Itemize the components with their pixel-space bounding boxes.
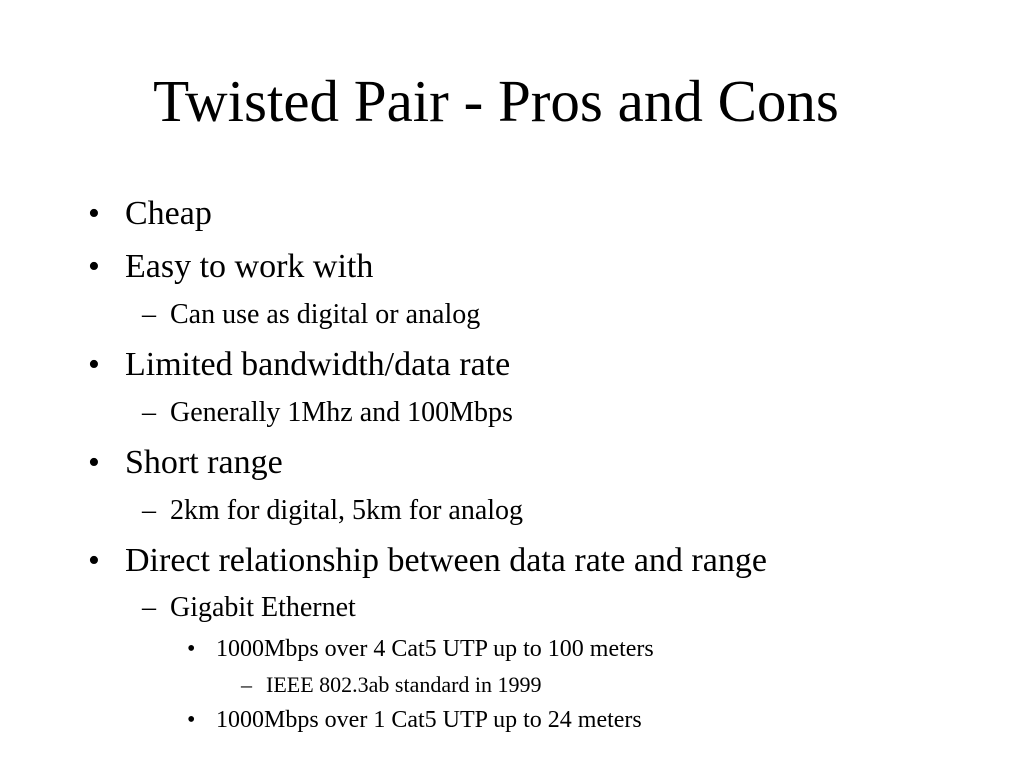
bullet-text: Limited bandwidth/data rate [125,346,511,383]
sub-bullet-text: Can use as digital or analog [170,299,481,330]
sub-sub-bullet-text: 1000Mbps over 4 Cat5 UTP up to 100 meters [216,636,654,662]
bullet-marker: • [187,636,196,662]
level4-bullet-text: IEEE 802.3ab standard in 1999 [266,672,542,697]
bullet-marker: • [88,542,100,579]
bullet-marker: • [88,444,100,481]
bullet-marker: • [88,195,100,232]
dash-marker: – [241,672,252,697]
bullet-marker: • [88,248,100,285]
slide-title: Twisted Pair - Pros and Cons [153,68,839,134]
sub-bullet-text: 2km for digital, 5km for analog [170,495,524,526]
bullet-text: Direct relationship between data rate and range [125,542,767,579]
dash-marker: – [142,299,156,330]
bullet-marker: • [187,707,196,733]
bullet-text: Easy to work with [125,248,374,285]
bullet-text: Cheap [125,195,212,232]
bullet-marker: • [88,346,100,383]
sub-sub-bullet-text: 1000Mbps over 1 Cat5 UTP up to 24 meters [216,707,642,733]
bullet-text: Short range [125,444,283,481]
dash-marker: – [142,495,156,526]
dash-marker: – [142,397,156,428]
sub-bullet-text: Generally 1Mhz and 100Mbps [170,397,513,428]
sub-bullet-text: Gigabit Ethernet [170,592,356,623]
dash-marker: – [142,592,156,623]
